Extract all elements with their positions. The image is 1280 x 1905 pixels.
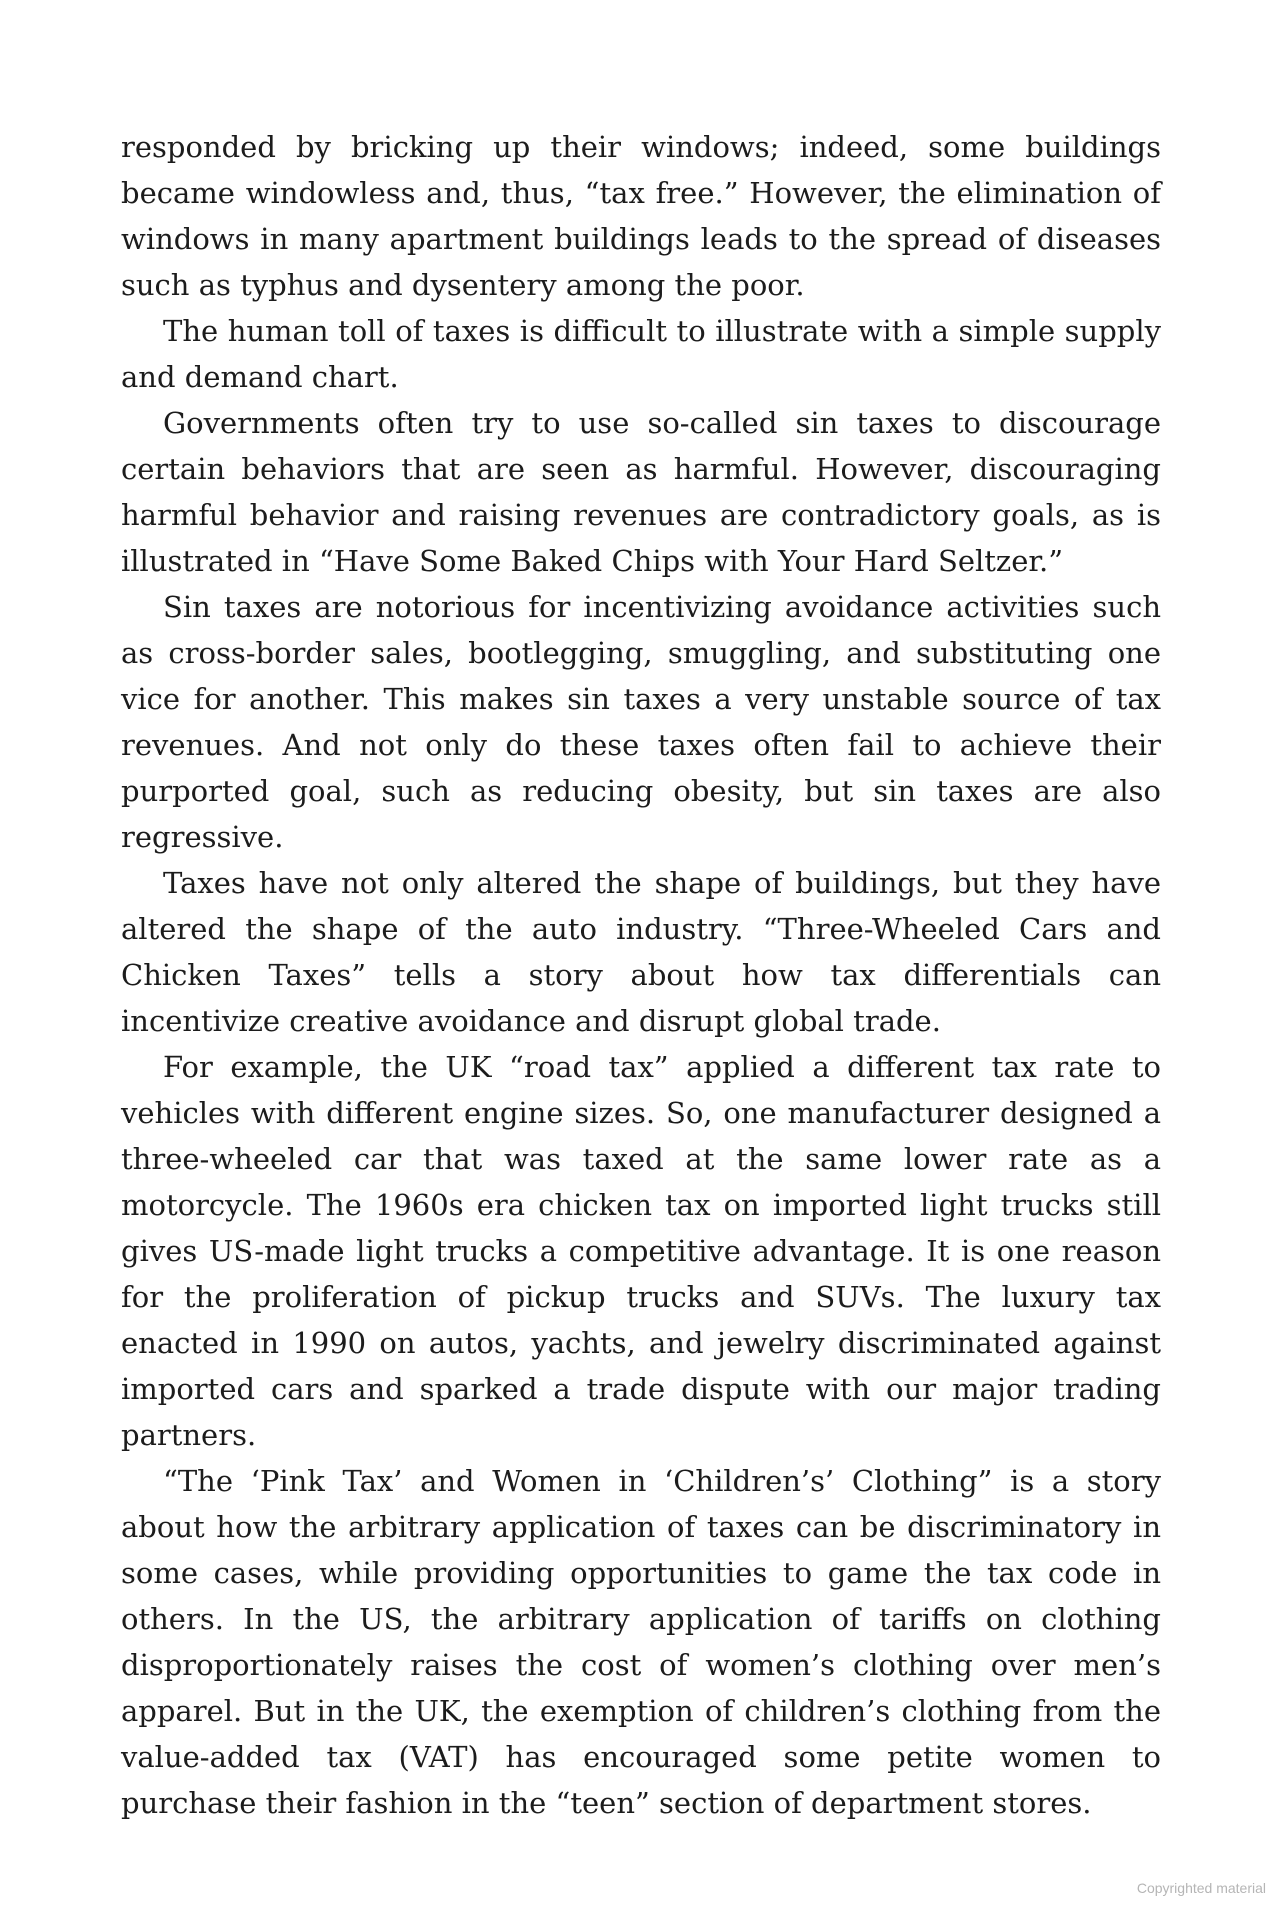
page-body (121, 124, 1161, 1826)
paragraph-human-toll: The human toll of taxes is difficult to illustrate with a simple supply and demand chart. (121, 314, 1161, 394)
copyright-notice: Copyrighted material (1136, 1880, 1266, 1896)
paragraph-avoidance: Sin taxes are notorious for incentivizing avoidance activities such as cross-border sales, bootlegging, smuggling, and substituting one vice for another. This makes sin taxes a very unstable source of tax revenues. And not only do these taxes often fail to achieve their purported goal, such as reducing obesity, but sin taxes are also regressive. (121, 590, 1161, 854)
paragraph-auto-industry: Taxes have not only altered the shape of buildings, but they have altered the shape of the auto industry. “Three-Wheeled Cars and Chicken Taxes” tells a story about how tax differentials can incentivize creative avoidance and disrupt global trade. (121, 866, 1161, 1038)
paragraph-continuation: responded by bricking up their windows; indeed, some buildings became windowless and, thus, “tax free.” However, the elimination of windows in many apartment buildings leads to the spread of diseases such as typhus and dysentery among the poor. (121, 130, 1161, 302)
paragraph-road-tax: For example, the UK “road tax” applied a different tax rate to vehicles with different engine sizes. So, one manufacturer designed a three-wheeled car that was taxed at the same lower rate as a motorcycle. The 1960s era chicken tax on imported light trucks still gives US-made light trucks a competitive advantage. It is one reason for the proliferation of pickup trucks and SUVs. The luxury tax enacted in 1990 on autos, yachts, and jewelry discriminated against imported cars and sparked a trade dispute with our major trading partners. (121, 1050, 1161, 1452)
paragraph-sin-taxes: Governments often try to use so-called sin taxes to discourage certain behaviors that are seen as harmful. However, discouraging harmful behavior and raising revenues are contradictory goals, as is illustrated in “Have Some Baked Chips with Your Hard Seltzer.” (121, 406, 1161, 578)
paragraph-pink-tax: “The ‘Pink Tax’ and Women in ‘Children’s’ Clothing” is a story about how the arbitrary application of taxes can be discriminatory in some cases, while providing opportunities to game the tax code in others. In the US, the arbitrary application of tariffs on clothing disproportionately raises the cost of women’s clothing over men’s apparel. But in the UK, the exemption of children’s clothing from the value-added tax (VAT) has encouraged some petite women to purchase their fashion in the “teen” section of department stores. (121, 1464, 1161, 1820)
